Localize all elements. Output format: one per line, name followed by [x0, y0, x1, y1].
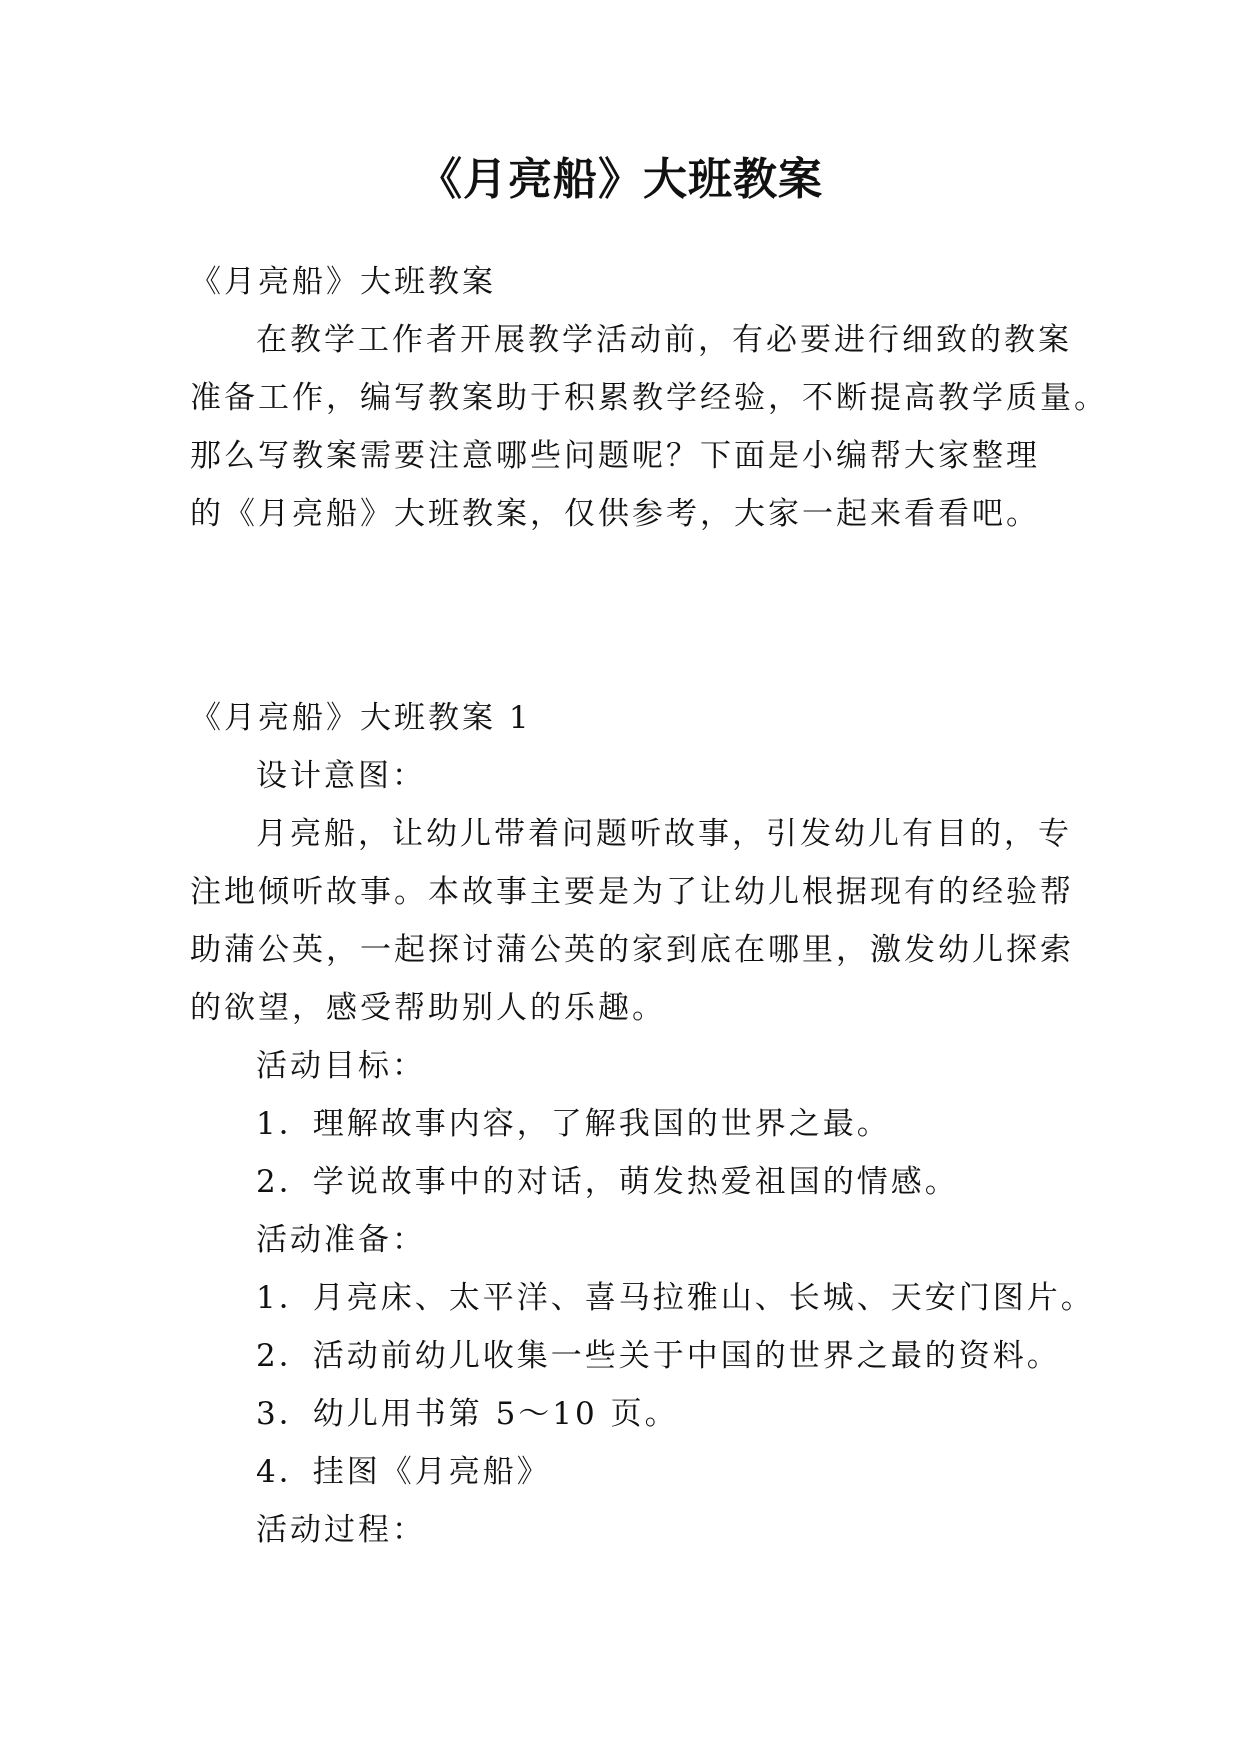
activity-goal-item: 1．理解故事内容，了解我国的世界之最。 — [256, 1106, 891, 1142]
activity-prep-item: 1．月亮床、太平洋、喜马拉雅山、长城、天安门图片。 — [256, 1280, 1095, 1316]
design-intent-line: 月亮船，让幼儿带着问题听故事，引发幼儿有目的，专 — [256, 816, 1072, 852]
intro-paragraph-line: 准备工作，编写教案助于积累教学经验，不断提高教学质量。 — [190, 380, 1108, 416]
activity-prep-item: 4．挂图《月亮船》 — [256, 1454, 551, 1490]
design-intent-line: 注地倾听故事。本故事主要是为了让幼儿根据现有的经验帮 — [190, 874, 1074, 910]
activity-prep-item: 3．幼儿用书第 5～10 页。 — [256, 1396, 679, 1432]
activity-goals-label: 活动目标： — [256, 1048, 426, 1084]
intro-paragraph-line: 在教学工作者开展教学活动前，有必要进行细致的教案 — [256, 322, 1072, 358]
intro-paragraph-line: 的《月亮船》大班教案，仅供参考，大家一起来看看吧。 — [190, 496, 1040, 532]
activity-prep-item: 2．活动前幼儿收集一些关于中国的世界之最的资料。 — [256, 1338, 1061, 1374]
design-intent-label: 设计意图： — [256, 758, 426, 794]
activity-goal-item: 2．学说故事中的对话，萌发热爱祖国的情感。 — [256, 1164, 959, 1200]
lesson-plan-1-section — [190, 689, 1095, 1559]
design-intent-line: 助蒲公英，一起探讨蒲公英的家到底在哪里，激发幼儿探索 — [190, 932, 1074, 968]
activity-process-label: 活动过程： — [256, 1512, 426, 1548]
section-heading: 《月亮船》大班教案 1 — [190, 700, 532, 736]
intro-heading: 《月亮船》大班教案 — [190, 264, 496, 300]
activity-prep-label: 活动准备： — [256, 1222, 426, 1258]
intro-paragraph-line: 那么写教案需要注意哪些问题呢？下面是小编帮大家整理 — [190, 438, 1040, 474]
intro-section — [190, 253, 1108, 543]
design-intent-line: 的欲望，感受帮助别人的乐趣。 — [190, 990, 666, 1026]
document-title: 《月亮船》大班教案 — [418, 154, 823, 205]
